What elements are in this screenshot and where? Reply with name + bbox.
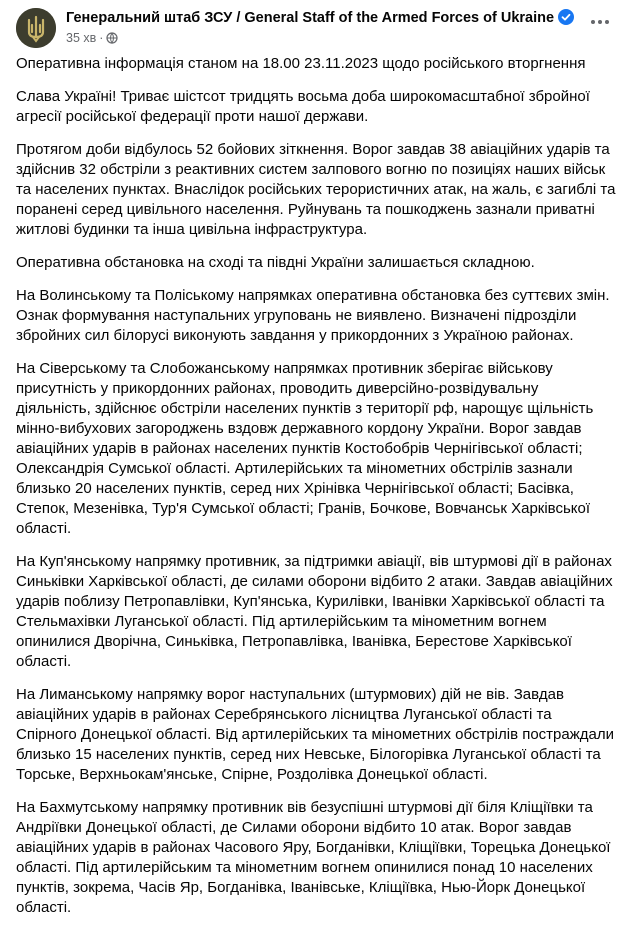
verified-badge-icon	[558, 9, 574, 25]
post-paragraph: На Куп'янському напрямку противник, за підтримки авіації, вів штурмові дії в районах Синьківки Харківської області, де силами оборони відбито 2 атаки. Завдав авіаційних ударів поблизу Петропавлівки, Куп'янська, Курилівки, Іванівки Харківської області та Стельмахівки Луганської області. Під артилерійським та мінометним вогнем опинилися Дворічна, Синьківка, Петропавлівка, Іванівка, Берестове Харківської області.	[16, 553, 613, 670]
post-paragraph: На Волинському та Поліському напрямках оперативна обстановка без суттєвих змін. Ознак формування наступальних угруповань не виявлено. Визначені підрозділи збройних сил білорусі виконують завдання у прикордонних з Україною районах.	[16, 287, 610, 344]
globe-icon	[106, 32, 118, 44]
post-paragraph: На Сіверському та Слобожанському напрямках противник зберігає військову присутність у прикордонних районах, проводить диверсійно-розвідувальну діяльність, здійснює обстріли населених пунктів з території рф, нарощує щільність мінно-вибухових загороджень вздовж державного кордону України. Ворог завдав авіаційних ударів в районах населених пунктів Костобобрів Чернігівської області; Олександрія Сумської області. Артилерійських та мінометних обстрілів зазнали близько 20 населених пунктів, серед них Хрінівка Чернігівської області; Басівка, Степок, Мезенівка, Тур'я Сумської області; Гранів, Бочкове, Вовчанськ Харківської області.	[16, 360, 594, 537]
post-paragraph: На Бахмутському напрямку противник вів безуспішні штурмові дії біля Кліщіївки та Андріївки Донецької області, де Силами оборони відбито 10 атак. Ворог завдав авіаційних ударів в районах Часового Яру, Богданівки, Кліщіївки, Торецька Донецької області. Під артилерійським та мінометним вогнем опинилися понад 10 населених пунктів, зокрема, Часів Яр, Богданівка, Іванівське, Кліщіївка, Нью-Йорк Донецької області.	[16, 799, 611, 916]
post-paragraph: Оперативна обстановка на сході та півдні України залишається складною.	[16, 254, 535, 271]
post-paragraph: Протягом доби відбулось 52 бойових зіткнення. Ворог завдав 38 авіаційних ударів та здійснив 32 обстріли з реактивних систем залпового вогню по позиціях наших військ та населених пунктах. Внаслідок російських терористичних атак, на жаль, є загиблі та поранені серед цивільного населення. Руйнувань та пошкоджень зазнали приватні житлові будинки та інша цивільна інфраструктура.	[16, 141, 616, 238]
post-time[interactable]: 35 хв	[66, 31, 97, 45]
post-body	[16, 54, 616, 931]
separator-dot: ·	[99, 31, 104, 45]
trident-emblem-icon	[16, 8, 56, 48]
author-name[interactable]	[66, 9, 574, 26]
post-meta	[66, 31, 118, 45]
author-name-text[interactable]: Генеральний штаб ЗСУ / General Staff of the Armed Forces of Ukraine	[66, 10, 555, 26]
avatar[interactable]	[16, 8, 56, 48]
post-paragraph: Слава Україні! Триває шістсот тридцять восьма доба широкомасштабної збройної агресії російської федерації проти нашої держави.	[16, 88, 590, 125]
post-paragraph: На Лиманському напрямку ворог наступальних (штурмових) дій не вів. Завдав авіаційних ударів в районах Серебрянського лісництва Луганської області та Спірного Донецької області. Від артилерійських та мінометних обстрілів постраждали близько 15 населених пунктів, серед них Невське, Білогорівка Луганської області та Торське, Верхньокам'янське, Спірне, Роздолівка Донецької області.	[16, 686, 614, 783]
post-header	[0, 0, 630, 50]
more-options-icon[interactable]	[588, 12, 612, 32]
post-paragraph: Оперативна інформація станом на 18.00 23.11.2023 щодо російського вторгнення	[16, 55, 586, 72]
